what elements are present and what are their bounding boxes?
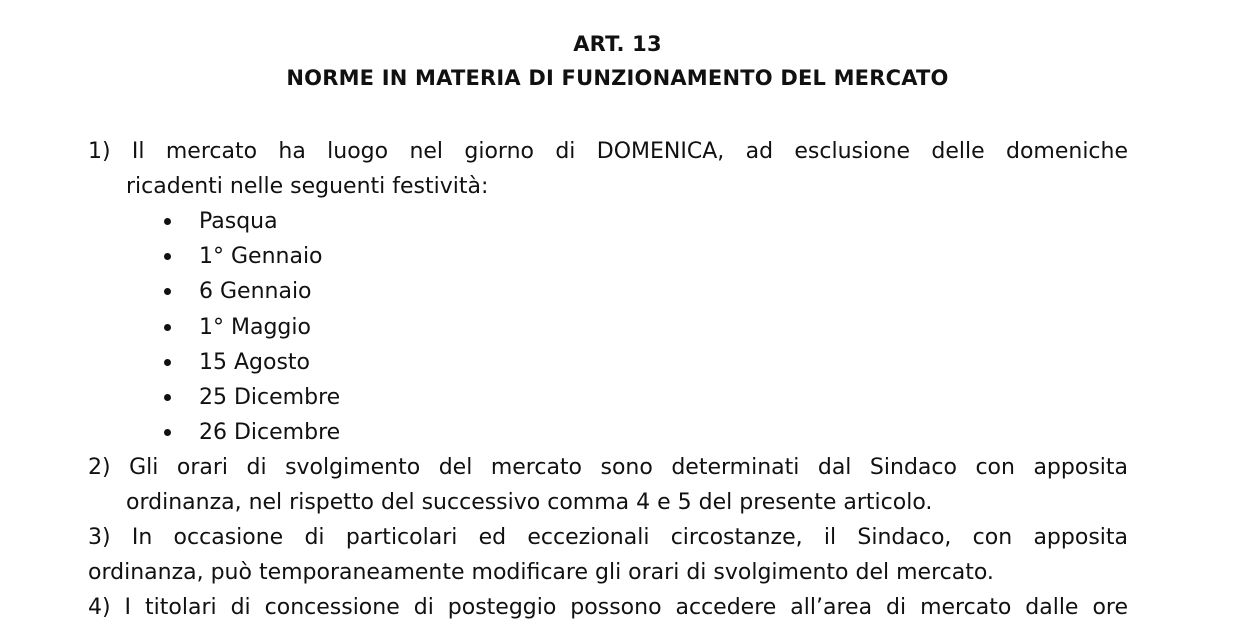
paragraph-1 <box>88 134 1128 204</box>
paragraph-4-line-1: 4) I titolari di concessione di posteggio possono accedere all’area di mercato dalle ore <box>88 595 1128 620</box>
holiday-label: Pasqua <box>199 209 278 234</box>
paragraph-1-line-2: ricadenti nelle seguenti festività: <box>126 174 489 199</box>
holiday-label: 1° Gennaio <box>199 244 323 270</box>
paragraph-2-line-1: 2) Gli orari di svolgimento del mercato sono determinati dal Sindaco con apposita <box>88 455 1128 480</box>
paragraph-3-line-1: 3) In occasione di particolari ed eccezionali circostanze, il Sindaco, con apposita <box>88 525 1128 550</box>
list-item <box>158 274 340 309</box>
holiday-label: 6 Gennaio <box>199 279 312 305</box>
list-item <box>158 239 340 274</box>
holiday-label: 15 Agosto <box>199 349 311 375</box>
bullet-icon <box>164 218 171 225</box>
bullet-icon <box>164 359 171 366</box>
holiday-label: 25 Dicembre <box>199 385 341 411</box>
article-title: NORME IN MATERIA DI FUNZIONAMENTO DEL MERCATO <box>286 66 949 90</box>
list-item <box>158 380 340 415</box>
holiday-label: 1° Maggio <box>199 314 311 340</box>
paragraph-3 <box>88 520 1128 590</box>
bullet-icon <box>164 429 171 436</box>
paragraph-4 <box>88 590 1128 625</box>
list-item <box>158 310 340 345</box>
list-item <box>158 204 340 239</box>
holiday-list <box>158 204 340 450</box>
paragraph-3-line-2: ordinanza, può temporaneamente modificare gli orari di svolgimento del mercato. <box>88 560 994 585</box>
list-item <box>158 345 340 380</box>
paragraph-2 <box>88 450 1128 520</box>
article-number: ART. 13 <box>573 32 662 56</box>
bullet-icon <box>164 324 171 331</box>
list-item <box>158 415 340 450</box>
holiday-label: 26 Dicembre <box>199 420 341 446</box>
bullet-icon <box>164 288 171 295</box>
bullet-icon <box>164 253 171 260</box>
paragraph-1-line-1: 1) Il mercato ha luogo nel giorno di DOMENICA, ad esclusione delle domeniche <box>88 139 1128 164</box>
paragraph-2-line-2: ordinanza, nel rispetto del successivo comma 4 e 5 del presente articolo. <box>126 490 933 515</box>
bullet-icon <box>164 394 171 401</box>
